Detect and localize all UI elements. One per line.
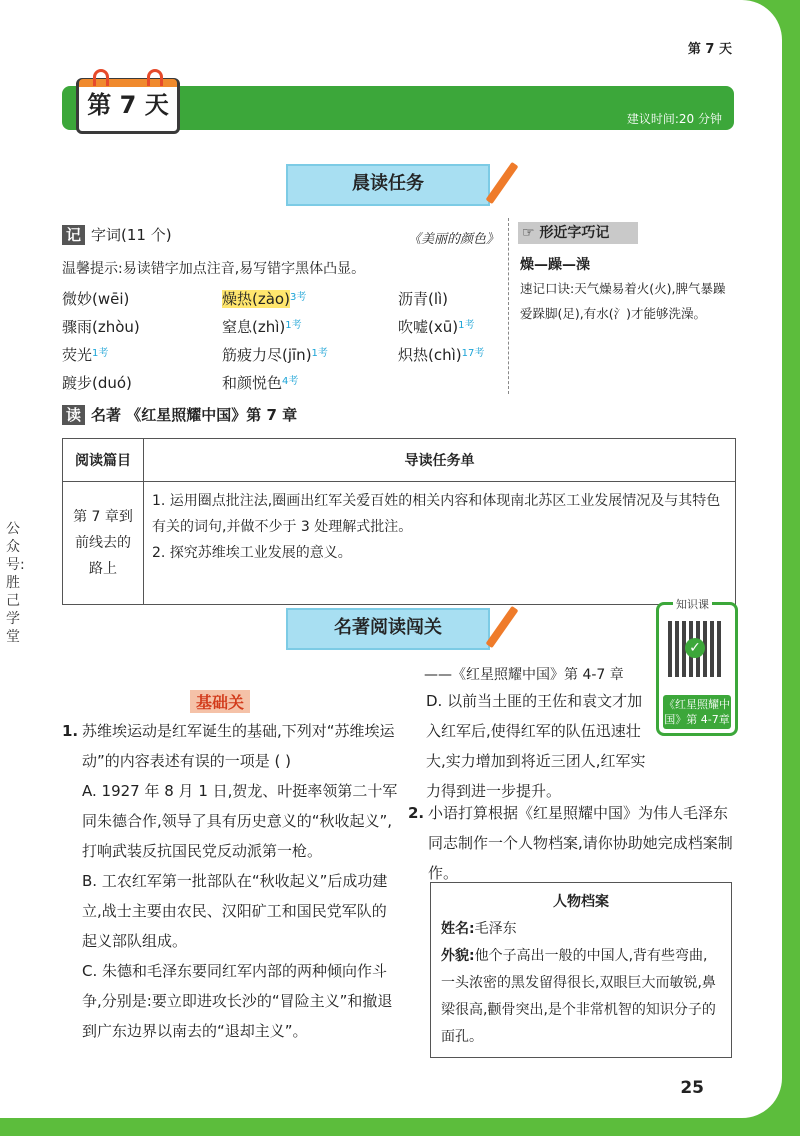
du-heading	[62, 404, 297, 425]
profile-name: 姓名:毛泽东	[441, 921, 517, 937]
table-header: 阅读篇目	[63, 439, 144, 482]
word-item: 微妙(wēi)	[62, 290, 130, 308]
morning-banner	[286, 164, 490, 206]
option-d: D. 以前当土匪的王佐和袁文才加入红军后,使得红军的队伍迅速壮大,实力增加到将近三团人,红军实力得到进一步提升。	[426, 692, 646, 800]
du-title: 名著 《红星照耀中国》第 7 章	[91, 406, 298, 424]
ji-badge: 记	[62, 225, 85, 245]
challenge-source: ——《红星照耀中国》第 4-7 章	[424, 667, 624, 683]
check-icon: ✓	[685, 638, 705, 658]
qr-tag: 知识课	[673, 596, 712, 612]
word-item: 炽热(chì)$^{17考}$	[398, 346, 485, 364]
word-item: 踱步(duó)	[62, 374, 132, 392]
profile-card	[430, 882, 732, 1058]
task-item: 1. 运用圈点批注法,圈画出红军关爱百姓的相关内容和体现南北苏区工业发展情况及与其特色有关的词句,并做不少于 3 处理解式批注。	[152, 493, 721, 535]
day-badge	[76, 78, 180, 134]
task-item: 2. 探究苏维埃工业发展的意义。	[152, 545, 352, 561]
tip-text: 温馨提示:易读错字加点注音,易写错字黑体凸显。	[62, 261, 366, 277]
ji-source: 《美丽的颜色》	[408, 232, 500, 247]
morning-title: 晨读任务	[352, 173, 424, 194]
du-badge: 读	[62, 405, 85, 425]
xingjin-chars: 燥—躁—澡	[520, 257, 590, 273]
word-item: 和颜悦色$^{4考}$	[222, 374, 299, 392]
table-cell-chapter: 第 7 章到前线去的路上	[63, 482, 144, 605]
qr-caption: 《红星照耀中国》第 4-7章	[663, 695, 731, 729]
challenge-title: 名著阅读闯关	[334, 617, 442, 638]
xingjin-heading: ☞ 形近字巧记	[518, 222, 638, 244]
table-header: 导读任务单	[144, 439, 736, 482]
pencil-icon	[486, 606, 519, 648]
word-item: 筋疲力尽(jīn)$^{1考}$	[222, 346, 328, 364]
option-b: B. 工农红军第一批部队在“秋收起义”后成功建立,战士主要由农民、汉阳矿工和国民党军队的起义部队组成。	[82, 872, 388, 950]
word-item: 沥青(lì)	[398, 290, 449, 308]
profile-title: 人物档案	[553, 894, 609, 910]
qr-badge[interactable]	[656, 598, 738, 736]
reading-table	[62, 438, 736, 605]
profile-look: 外貌:他个子高出一般的中国人,背有些弯曲,一头浓密的黑发留得很长,双眼巨大而敏锐,鼻梁很高,颧骨突出,是个非常机智的知识分子的面孔。	[441, 948, 716, 1045]
word-item: 窒息(zhì)$^{1考}$	[222, 318, 302, 336]
pencil-icon	[486, 162, 519, 204]
xingjin-tip: 速记口诀:天气燥易着火(火),脾气暴躁爱跺脚(足),有水(氵)才能够洗澡。	[520, 281, 726, 321]
question-2: 2. 小语打算根据《红星照耀中国》为伟人毛泽东同志制作一个人物档案,请你协助她完成档案制作。	[408, 804, 733, 882]
question-1: 1. 苏维埃运动是红军诞生的基础,下列对“苏维埃运动”的内容表述有误的一项是 ( ) A. 1927 年 8 月 1 日,贺龙、叶挺率领第二十军同朱德合作,领导了具有历史意义的“秋收起义”,打响武装反抗国民党反动派第一枪。 B. 工农红军第一批部队在“秋收起义”后成功建立,战士主要由农民、汉阳矿工和国民党军队的起义部队组成。 C. 朱德和毛泽东要同红军内部的两种倾向作斗争,分别是:要立即进攻长沙的“冒险主义”和撤退到广东边界以南去的“退却主义”。	[62, 716, 398, 1046]
suggested-time: 建议时间:20 分钟	[626, 112, 722, 126]
calendar-ring-icon	[147, 69, 163, 86]
jichu-label: 基础关	[190, 690, 250, 713]
divider	[508, 218, 510, 394]
word-item: 骤雨(zhòu)	[62, 318, 140, 336]
calendar-ring-icon	[93, 69, 109, 86]
page-number: 25	[680, 1078, 704, 1098]
challenge-banner	[286, 608, 490, 650]
option-a: A. 1927 年 8 月 1 日,贺龙、叶挺率领第二十军同朱德合作,领导了具有历史意义的“秋收起义”,打响武装反抗国民党反动派第一枪。	[82, 782, 398, 860]
day-label-top: 第 7 天	[687, 42, 732, 57]
option-c: C. 朱德和毛泽东要同红军内部的两种倾向作斗争,分别是:要立即进攻长沙的“冒险主义”和撤退到广东边界以南去的“退却主义”。	[82, 962, 393, 1040]
side-text: 公众号:胜己学堂	[6, 521, 25, 645]
hand-point-icon: ☞	[522, 225, 535, 241]
word-item: 吹嘘(xū)$^{1考}$	[398, 318, 475, 336]
day-badge-text: 第 7 天	[87, 91, 169, 119]
word-item: 荧光$^{1考}$	[62, 346, 109, 364]
table-cell-tasks	[144, 482, 736, 605]
ji-title: 字词(11 个)	[91, 226, 172, 244]
word-item: 燥热(zào)$^{3考}$	[222, 290, 307, 308]
ji-heading	[62, 224, 172, 245]
